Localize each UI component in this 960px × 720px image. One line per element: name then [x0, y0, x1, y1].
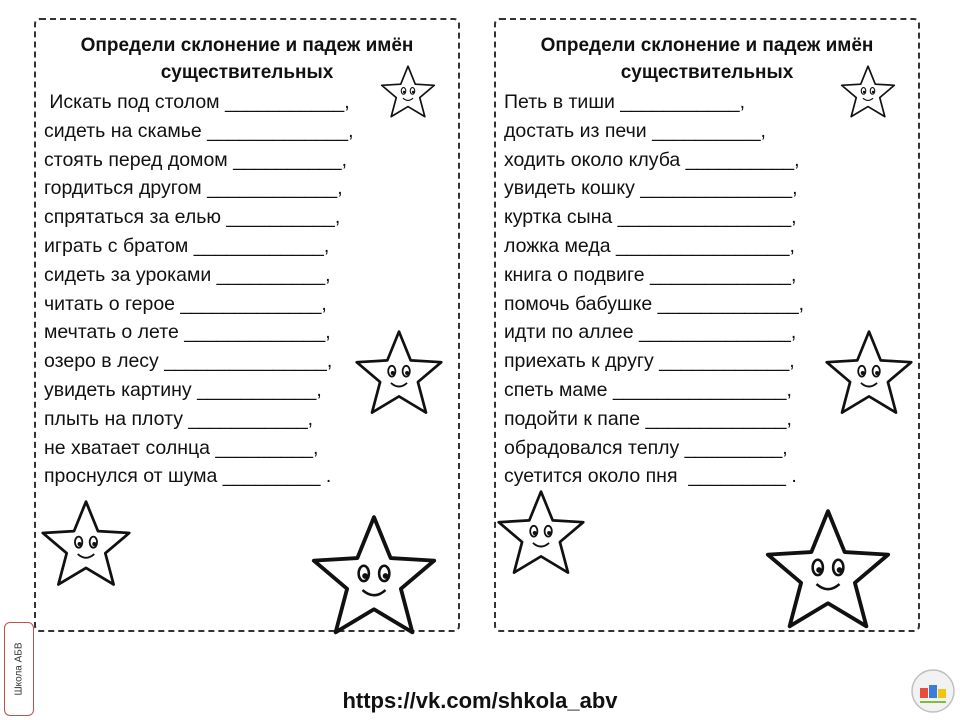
exercise-line: книга о подвиге _____________,: [504, 263, 797, 286]
exercise-line: не хватает солнца _________,: [44, 436, 319, 459]
exercise-line: спрятаться за елью __________,: [44, 206, 341, 229]
card-title-line1: Определи склонение и падеж имён: [80, 35, 414, 56]
exercise-line: обрадовался теплу _________,: [504, 436, 788, 459]
exercise-line: идти по аллее ______________,: [504, 321, 797, 344]
footer-link[interactable]: https://vk.com/shkola_abv: [342, 688, 618, 713]
card-title-line2: существительных: [620, 62, 794, 83]
exercise-line: озеро в лесу _______________,: [44, 350, 333, 373]
exercise-line: читать о герое _____________,: [44, 292, 327, 315]
star-icon: [40, 498, 132, 590]
star-icon: [764, 506, 892, 634]
exercise-line: приехать к другу ____________,: [504, 350, 795, 373]
exercise-line: увидеть кошку ______________,: [504, 177, 798, 200]
exercise-line: проснулся от шума _________ .: [44, 465, 332, 488]
exercise-line: играть с братом ____________,: [44, 234, 330, 257]
school-logo-icon: [910, 668, 956, 714]
exercise-line: подойти к папе _____________,: [504, 407, 792, 430]
exercise-line: спеть маме ________________,: [504, 378, 792, 401]
exercise-line: сидеть на скамье _____________,: [44, 119, 354, 142]
exercise-line: ходить около клуба __________,: [504, 148, 800, 171]
card-title-line2: существительных: [160, 62, 334, 83]
exercise-line: куртка сына ________________,: [504, 206, 797, 229]
star-icon: [354, 328, 444, 418]
star-icon: [496, 488, 586, 578]
exercise-line: достать из печи __________,: [504, 119, 766, 142]
star-icon: [824, 328, 914, 418]
school-badge-label: Школа АБВ: [13, 642, 25, 696]
exercise-list: [44, 88, 354, 491]
exercise-line: стоять перед домом __________,: [44, 148, 348, 171]
exercise-list: [504, 88, 804, 491]
exercise-line: увидеть картину ___________,: [44, 378, 322, 401]
exercise-line: Искать под столом ___________,: [44, 91, 350, 113]
exercise-line: суетится около пня _________ .: [504, 465, 797, 488]
star-icon: [380, 64, 436, 120]
exercise-line: ложка меда ________________,: [504, 234, 795, 257]
star-icon: [840, 64, 896, 120]
star-icon: [310, 512, 438, 640]
exercise-line: гордиться другом ____________,: [44, 177, 343, 200]
exercise-line: мечтать о лете _____________,: [44, 321, 331, 344]
exercise-line: плыть на плоту ___________,: [44, 407, 314, 430]
exercise-line: сидеть за уроками __________,: [44, 263, 331, 286]
exercise-line: Петь в тиши ___________,: [504, 91, 745, 113]
exercise-line: помочь бабушке _____________,: [504, 292, 805, 315]
card-title-line1: Определи склонение и падеж имён: [540, 35, 874, 56]
